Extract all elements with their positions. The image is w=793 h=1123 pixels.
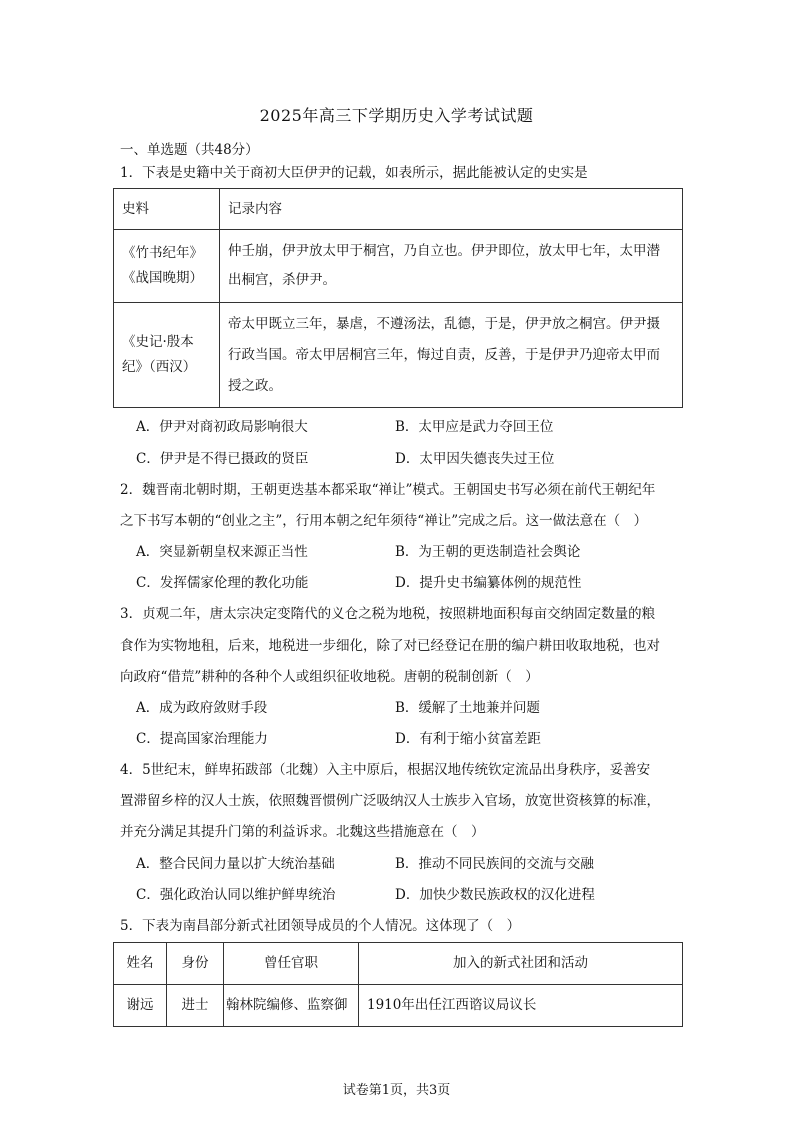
- page-title: 2025年高三下学期历史入学考试试题: [259, 106, 534, 125]
- q1-table-row1-content: [220, 230, 683, 303]
- q1-r2-src-line2: 纪》（西汉）: [122, 359, 197, 375]
- page-footer: 试卷第1页，共3页: [342, 1083, 451, 1098]
- q1-r2-src-line1: 《史记·殷本: [122, 334, 194, 350]
- q3-option-a[interactable]: A．成为政府敛财手段: [136, 700, 268, 716]
- q3-option-c[interactable]: C．提高国家治理能力: [136, 731, 268, 747]
- q1-table-header-source: 史料: [114, 189, 220, 230]
- q5-stem: 5．下表为南昌部分新式社团领导成员的个人情况。这体现了（ ）: [120, 918, 521, 934]
- q5-header-office: 曾任官职: [224, 943, 359, 985]
- q5-header-name: 姓名: [114, 943, 167, 985]
- q2-option-b[interactable]: B．为王朝的更迭制造社会舆论: [395, 544, 581, 560]
- q3-option-d[interactable]: D．有利于缩小贫富差距: [395, 731, 541, 747]
- q1-r2-text-line3: 授之政。: [228, 377, 282, 394]
- q1-option-d[interactable]: D．太甲因失德丧失过王位: [395, 451, 555, 467]
- section-heading: 一、单选题（共48分）: [120, 142, 259, 158]
- q2-option-d[interactable]: D．提升史书编纂体例的规范性: [395, 575, 582, 591]
- q3-stem-line3: 向政府“借荒”耕种的各种个人或组织征收地税。唐朝的税制创新（ ）: [120, 669, 539, 685]
- q2-stem-line2: 之下书写本朝的“创业之主”，行用本朝之纪年须待“禅让”完成之后。这一做法意在（ ）: [120, 513, 648, 529]
- q5-header-identity: 身份: [167, 943, 224, 985]
- q1-option-c[interactable]: C．伊尹是不得已摄政的贤臣: [136, 451, 309, 467]
- q1-r1-text-line1: 仲壬崩，伊尹放太甲于桐宫，乃自立也。伊尹即位，放太甲七年，太甲潜: [228, 243, 660, 259]
- q4-option-b[interactable]: B．推动不同民族间的交流与交融: [395, 856, 594, 872]
- q1-table-row2-content: [220, 303, 683, 408]
- q5-cell-societies: 1910年出任江西谘议局议长: [359, 985, 683, 1027]
- q1-stem: 1．下表是史籍中关于商初大臣伊尹的记载，如表所示，据此能被认定的史实是: [120, 165, 588, 181]
- q2-option-c[interactable]: C．发挥儒家伦理的教化功能: [136, 575, 309, 591]
- q4-option-a[interactable]: A．整合民间力量以扩大统治基础: [136, 856, 335, 872]
- q4-stem-line1: 4．5世纪末，鲜卑拓跋部（北魏）入主中原后，根据汉地传统钦定流品出身秩序，妥善安: [120, 762, 651, 778]
- q1-option-b[interactable]: B．太甲应是武力夺回王位: [395, 419, 554, 435]
- q1-table: [113, 188, 683, 408]
- q5-cell-name: 谢远: [114, 985, 167, 1027]
- q1-table-header-content: 记录内容: [220, 189, 683, 230]
- q4-stem-line2: 置滞留乡梓的汉人士族，依照魏晋惯例广泛吸纳汉人士族步入官场，放宽世资核算的标准，: [120, 793, 660, 809]
- q5-table: [113, 942, 683, 1027]
- q1-r1-text-line2: 出桐宫，杀伊尹。: [228, 272, 336, 288]
- q5-cell-office: 翰林院编修、监察御: [224, 985, 359, 1027]
- q5-header-societies: 加入的新式社团和活动: [359, 943, 683, 985]
- q4-option-c[interactable]: C．强化政治认同以维护鲜卑统治: [136, 887, 336, 903]
- q1-r2-text-line2: 行政当国。帝太甲居桐宫三年，悔过自责，反善，于是伊尹乃迎帝太甲而: [228, 346, 660, 363]
- q4-option-d[interactable]: D．加快少数民族政权的汉化进程: [395, 887, 595, 903]
- q4-stem-line3: 并充分满足其提升门第的利益诉求。北魏这些措施意在（ ）: [120, 824, 485, 840]
- q1-r2-text-line1: 帝太甲既立三年，暴虐，不遵汤法，乱德，于是，伊尹放之桐宫。伊尹摄: [228, 315, 660, 332]
- q2-option-a[interactable]: A．突显新朝皇权来源正当性: [136, 544, 308, 560]
- q1-r1-src-line1: 《竹书纪年》: [122, 245, 203, 261]
- q1-table-row2-source: [114, 303, 220, 408]
- q3-stem-line1: 3．贞观二年，唐太宗决定变隋代的义仓之税为地税，按照耕地面积每亩交纳固定数量的粮: [120, 606, 656, 622]
- q2-stem-line1: 2．魏晋南北朝时期，王朝更迭基本都采取“禅让”模式。王朝国史书写必须在前代王朝纪年: [120, 482, 656, 498]
- q3-stem-line2: 食作为实物地租，后来，地税进一步细化，除了对已经登记在册的编户耕田收取地税，也对: [120, 638, 660, 654]
- q1-option-a[interactable]: A．伊尹对商初政局影响很大: [136, 419, 308, 435]
- q3-option-b[interactable]: B．缓解了土地兼并问题: [395, 700, 540, 716]
- q1-r1-src-line2: 《战国晚期）: [122, 270, 203, 286]
- q5-cell-identity: 进士: [167, 985, 224, 1027]
- q1-table-row1-source: [114, 230, 220, 303]
